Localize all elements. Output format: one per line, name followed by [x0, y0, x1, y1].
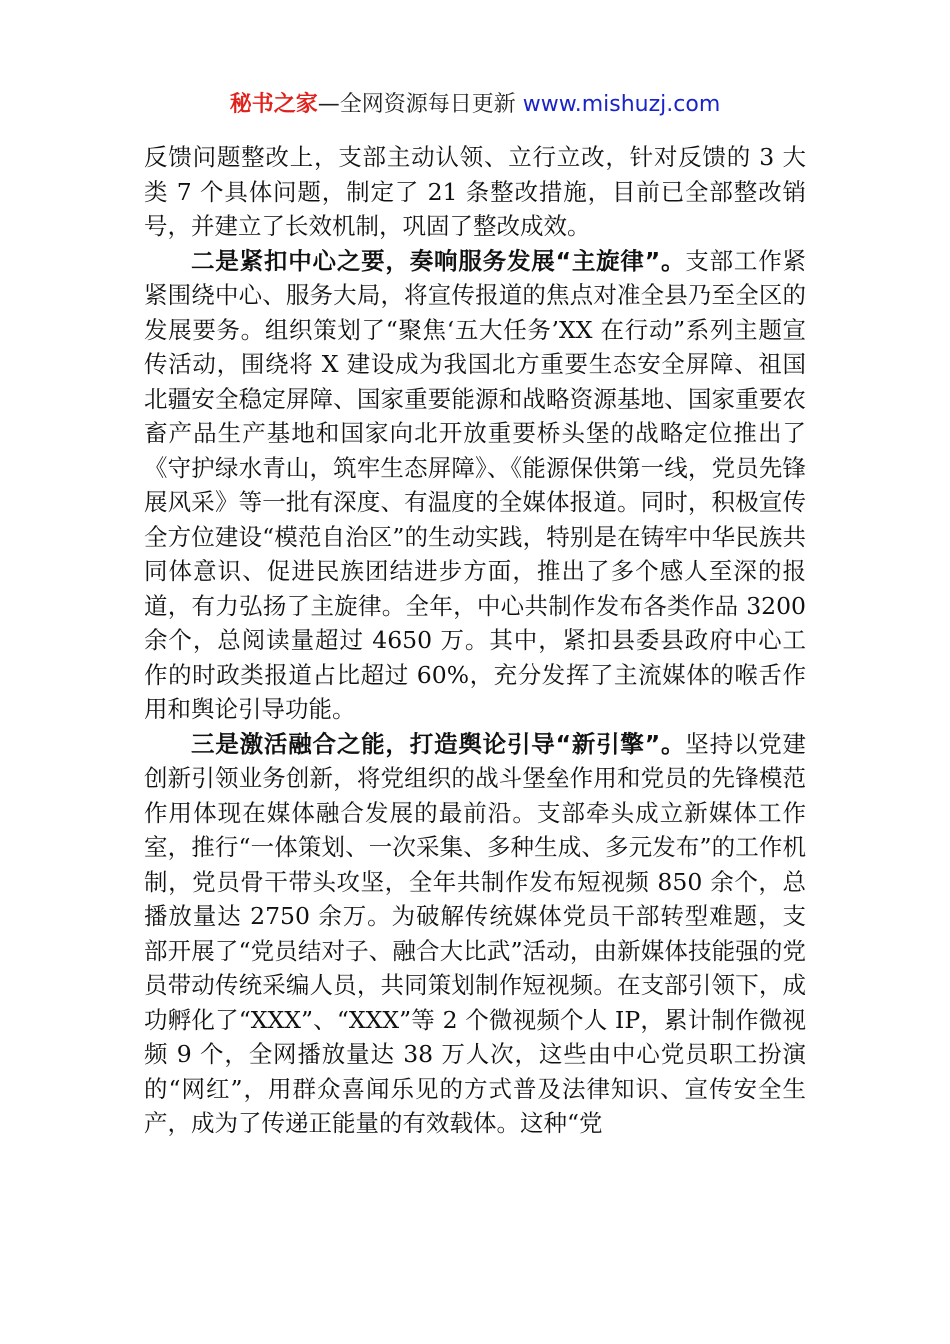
paragraph-2	[144, 244, 806, 727]
site-brand: 秘书之家	[229, 92, 318, 117]
header-dash: —	[317, 92, 340, 117]
paragraph-text: 支部工作紧紧围绕中心、服务大局，将宣传报道的焦点对准全县乃至全区的发展要务。组织策划了“聚焦‘五大任务’XX 在行动”系列主题宣传活动，围绕将 X 建设成为我国北方重要生态安全屏障、祖国北疆安全稳定屏障、国家重要能源和战略资源基地、国家重要农畜产品生产基地和国家向北开放重要桥头堡的战略定位推出了《守护绿水青山，筑牢生态屏障》、《能源保供第一线，党员先锋展风采》等一批有深度、有温度的全媒体报道。同时，积极宣传全方位建设“模范自治区”的生动实践，特别是在铸牢中华民族共同体意识、促进民族团结进步方面，推出了多个感人至深的报道，有力弘扬了主旋律。全年，中心共制作发布各类作品 3200 余个，总阅读量超过 4650 万。其中，紧扣县委县政府中心工作的时政类报道占比超过 60%，充分发挥了主流媒体的喉舌作用和舆论引导功能。	[144, 246, 806, 723]
site-url-link[interactable]: www.mishuzj.com	[522, 92, 721, 117]
paragraph-1	[144, 140, 806, 244]
paragraph-text: 反馈问题整改上，支部主动认领、立行立改，针对反馈的 3 大类 7 个具体问题，制定了 21 条整改措施，目前已全部整改销号，并建立了长效机制，巩固了整改成效。	[144, 143, 806, 240]
site-tagline: 全网资源每日更新	[339, 92, 516, 117]
paragraph-heading: 二是紧扣中心之要，奏响服务发展“主旋律”。	[191, 246, 686, 275]
document-body	[144, 140, 806, 1141]
paragraph-text: 坚持以党建创新引领业务创新，将党组织的战斗堡垒作用和党员的先锋模范作用体现在媒体融合发展的最前沿。支部牵头成立新媒体工作室，推行“一体策划、一次采集、多种生成、多元发布”的工作机制，党员骨干带头攻坚，全年共制作发布短视频 850 余个，总播放量达 2750 余万。为破解传统媒体党员干部转型难题，支部开展了“党员结对子、融合大比武”活动，由新媒体技能强的党员带动传统采编人员，共同策划制作短视频。在支部引领下，成功孵化了“XXX”、“XXX”等 2 个微视频个人 IP，累计制作微视频 9 个，全网播放量达 38 万人次，这些由中心党员职工扮演的“网红”，用群众喜闻乐见的方式普及法律知识、宣传安全生产，成为了传递正能量的有效载体。这种“党	[144, 729, 806, 1137]
paragraph-heading: 三是激活融合之能，打造舆论引导“新引擎”。	[191, 729, 686, 758]
paragraph-3	[144, 727, 806, 1141]
site-header	[0, 90, 950, 120]
